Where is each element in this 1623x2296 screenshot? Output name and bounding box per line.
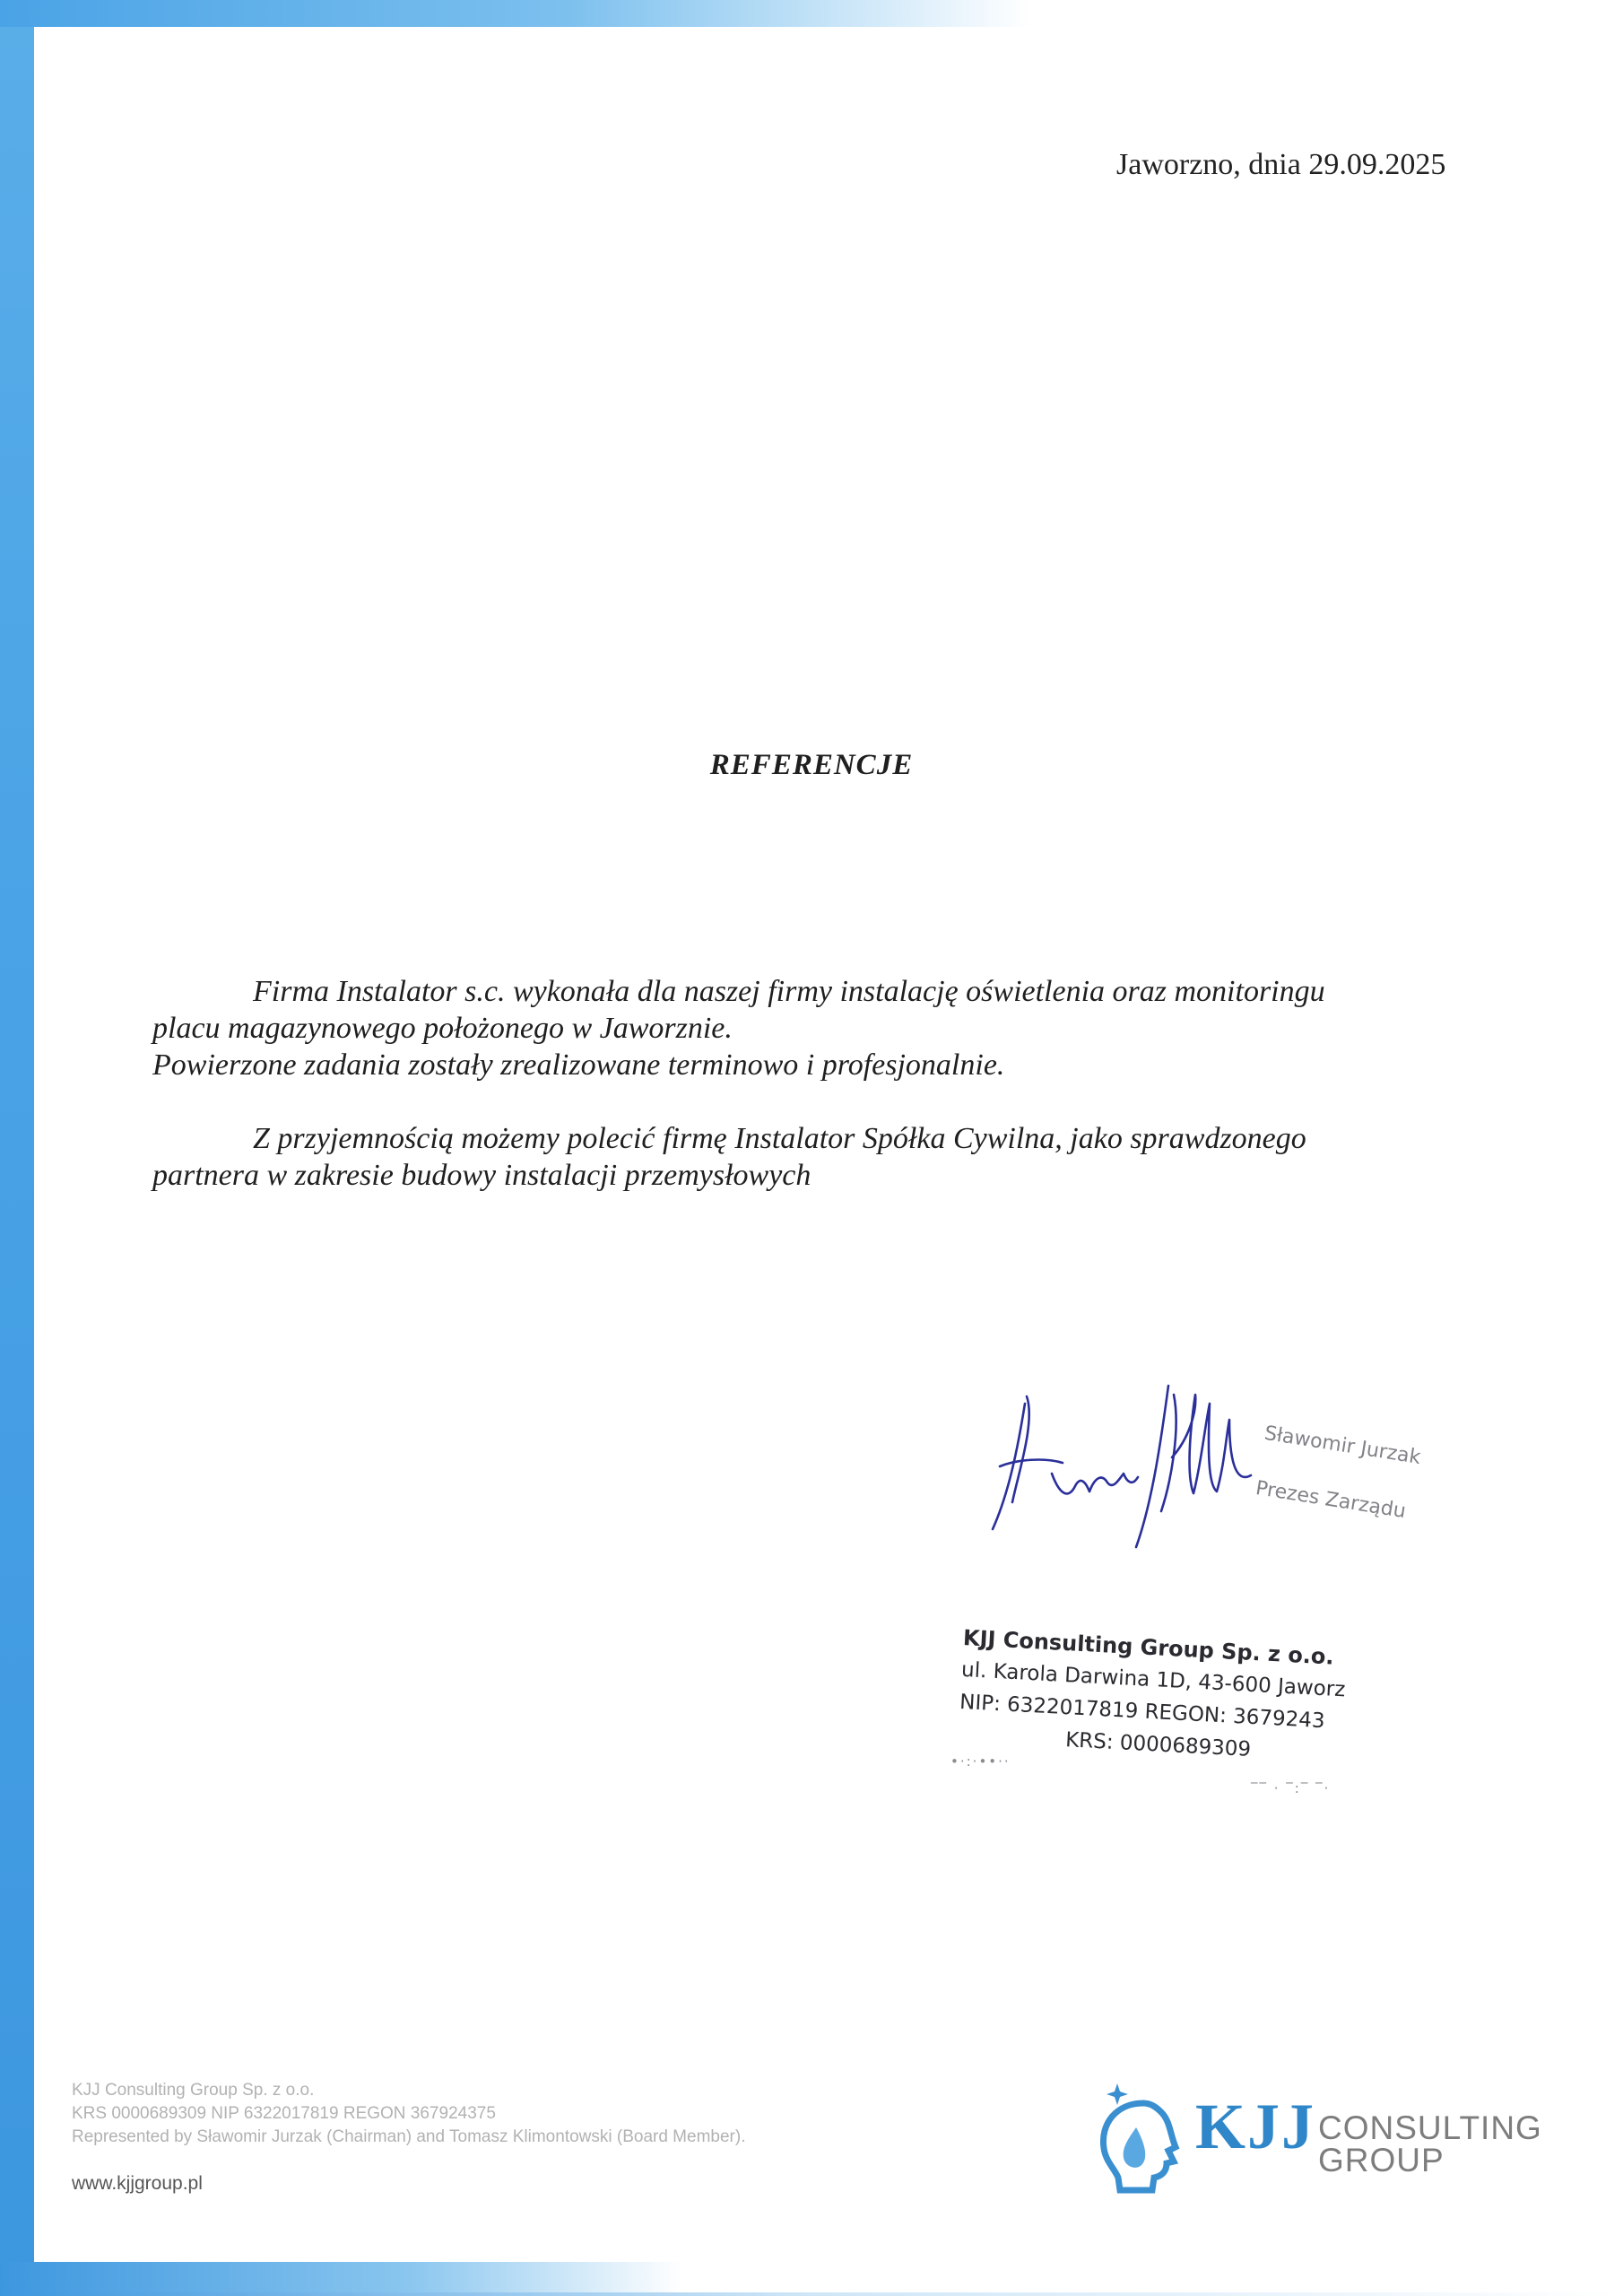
page-border-left [0,0,34,2296]
stamp-company-name: KJJ Consulting Group Sp. z o.o. [962,1624,1335,1670]
stamp-krs: KRS: 0000689309 [1064,1728,1252,1761]
logo-mark: KJJ [1195,2091,1316,2162]
footer-registry: KRS 0000689309 NIP 6322017819 REGON 367924375 [72,2104,496,2123]
page-border-bottom-line [0,2292,1623,2296]
stamp-ids: NIP: 6322017819 REGON: 3679243 [959,1690,1326,1734]
footer-company-name: KJJ Consulting Group Sp. z o.o. [72,2081,315,2100]
stamp-address: ul. Karola Darwina 1D, 43-600 Jaworz [960,1657,1346,1702]
page-border-top [0,0,1031,27]
head-droplet-icon [1089,2072,1197,2197]
company-stamp [957,1622,1348,1770]
letter-title: REFERENCJE [709,749,914,781]
signatory-name: Sławomir Jurzak [1263,1422,1423,1470]
signatory-role: Prezes Zarządu [1254,1477,1408,1524]
footer-company-info [72,2079,745,2196]
paragraph-3-line-2: partnera w zakresie budowy instalacji przemysłowych [152,1159,812,1192]
stamp-smudge: •·:·••·· [950,1753,1011,1770]
stamp-smudge: ‾‾ · ‾:‾ ‾· [1251,1780,1331,1796]
company-logo [1089,2067,1547,2202]
paragraph-1-line-2: placu magazynowego położonego w Jaworznie. [152,1012,733,1045]
logo-word-group: GROUP [1318,2142,1445,2179]
paragraph-3-line-1: Z przyjemnością możemy polecić firmę Instalator Spółka Cywilna, jako sprawdzonego [253,1122,1306,1155]
logo-wordmark [1318,2109,1542,2179]
page-border-bottom [0,2262,681,2296]
paragraph-1-line-1: Firma Instalator s.c. wykonała dla naszej firmy instalację oświetlenia oraz monitoringu [253,975,1325,1008]
letter-body [152,973,1426,1194]
letter-date: Jaworzno, dnia 29.09.2025 [1116,148,1446,181]
footer-representation: Represented by Sławomir Jurzak (Chairman) and Tomasz Klimontowski (Board Member). [72,2127,746,2146]
paragraph-2: Powierzone zadania zostały zrealizowane terminowo i profesjonalnie. [152,1048,1005,1082]
footer-website-link[interactable]: www.kjjgroup.pl [72,2173,203,2194]
logo-word-consulting: CONSULTING [1318,2109,1542,2146]
